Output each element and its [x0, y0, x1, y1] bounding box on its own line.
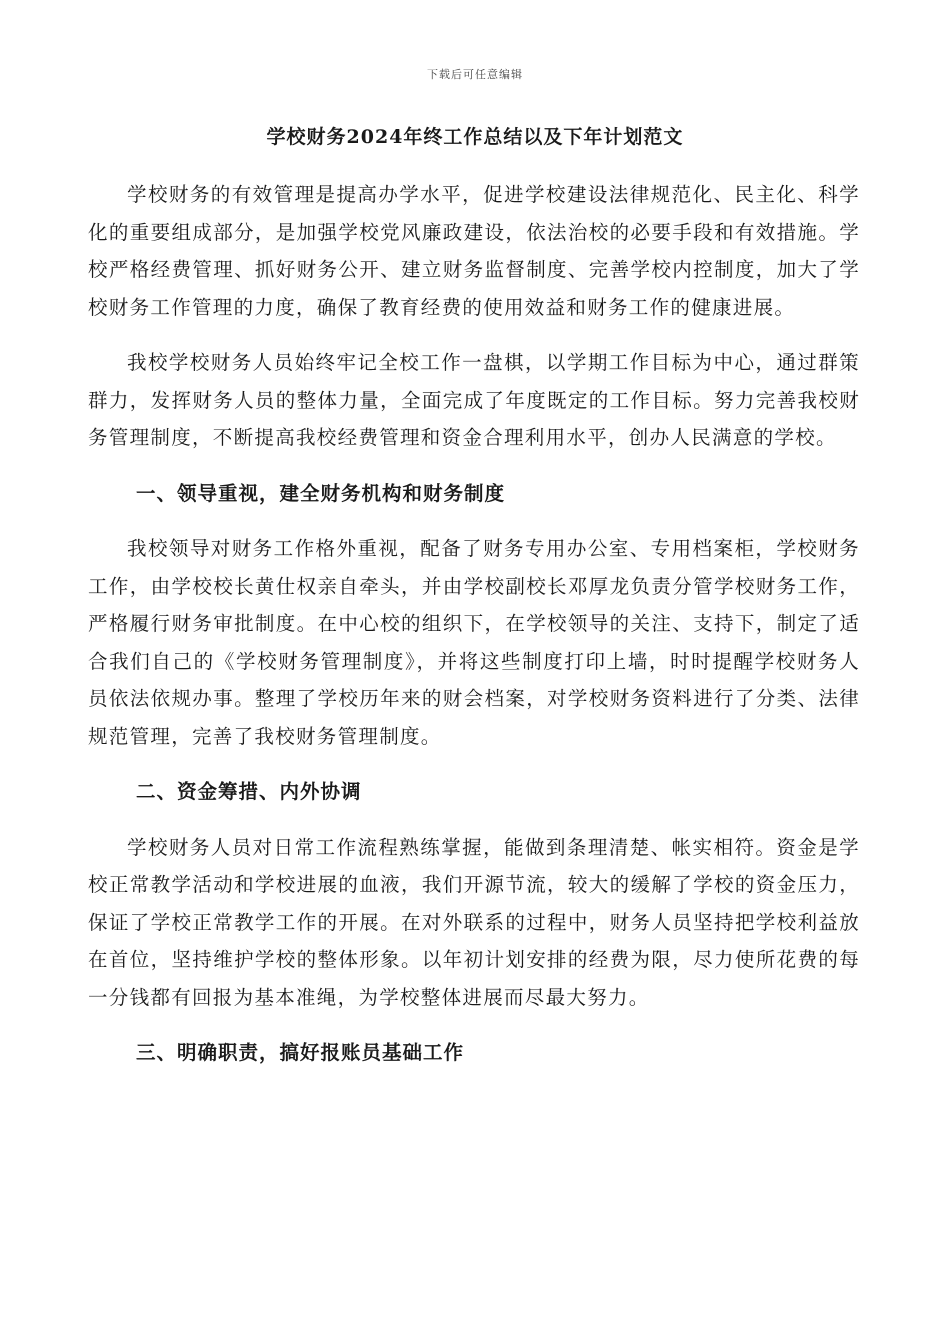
paragraph-leadership: 我校领导对财务工作格外重视，配备了财务专用办公室、专用档案柜，学校财务工作，由学校校长黄仕权亲自牵头，并由学校副校长邓厚龙负责分管学校财务工作，严格履行财务审批制度。在中心校的组织下，在学校领导的关注、支持下，制定了适合我们自己的《学校财务管理制度》，并将这些制度打印上墙，时时提醒学校财务人员依法依规办事。整理了学校历年来的财会档案，对学校财务资料进行了分类、法律规范管理，完善了我校财务管理制度。 — [88, 537, 860, 748]
header-note: 下载后可任意编辑 — [427, 68, 523, 81]
paragraph-intro: 学校财务的有效管理是提高办学水平，促进学校建设法律规范化、民主化、科学化的重要组成部分，是加强学校党风廉政建设，依法治校的必要手段和有效措施。学校严格经费管理、抓好财务公开、建立财务监督制度、完善学校内控制度，加大了学校财务工作管理的力度，确保了教育经费的使用效益和财务工作的健康进展。 — [88, 183, 860, 319]
section-heading-3: 三、明确职责，搞好报账员基础工作 — [136, 1041, 465, 1064]
document-title: 学校财务2024年终工作总结以及下年计划范文 — [266, 126, 684, 148]
paragraph-goals: 我校学校财务人员始终牢记全校工作一盘棋，以学期工作目标为中心，通过群策群力，发挥财务人员的整体力量，全面完成了年度既定的工作目标。努力完善我校财务管理制度，不断提高我校经费管理和资金合理利用水平，创办人民满意的学校。 — [88, 351, 860, 449]
section-heading-1: 一、领导重视，建全财务机构和财务制度 — [136, 481, 506, 505]
paragraph-funding: 学校财务人员对日常工作流程熟练掌握，能做到条理清楚、帐实相符。资金是学校正常教学活动和学校进展的血液，我们开源节流，较大的缓解了学校的资金压力，保证了学校正常教学工作的开展。在对外联系的过程中，财务人员坚持把学校利益放在首位，坚持维护学校的整体形象。以年初计划安排的经费为限，尽力使所花费的每一分钱都有回报为基本准绳，为学校整体进展而尽最大努力。 — [88, 835, 860, 1009]
document-body — [88, 176, 860, 1090]
section-heading-2: 二、资金筹措、内外协调 — [136, 780, 362, 803]
